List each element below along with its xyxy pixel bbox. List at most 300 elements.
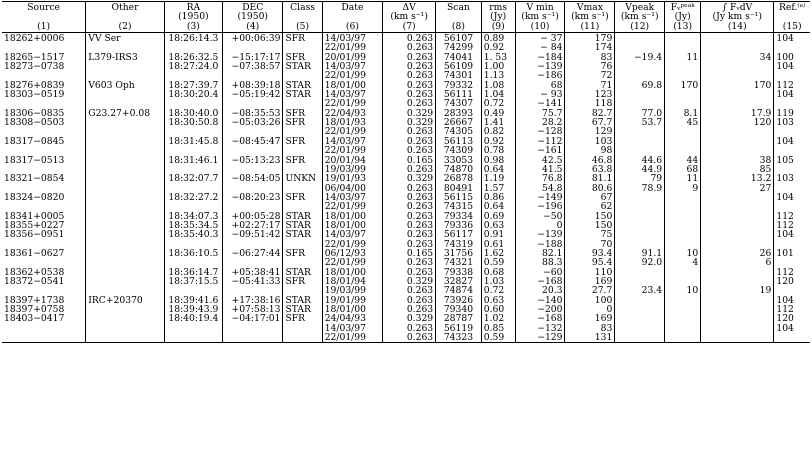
cell-col-1: 18397+1738 — [2, 296, 86, 305]
cell-col-11: 131 — [565, 333, 615, 343]
cell-col-7: 0.263 — [383, 333, 436, 343]
cell-col-15: 112 — [776, 304, 794, 315]
cell-col-6: 14/03/97 — [322, 137, 382, 146]
cell-col-13: 4 — [665, 258, 701, 267]
cell-col-14 — [701, 305, 774, 314]
cell-col-7: 0.263 — [383, 81, 436, 90]
cell-col-12: 44.6 — [615, 156, 665, 165]
cell-col-8: 74315 — [436, 202, 482, 211]
cell-col-9: 0.89 — [481, 33, 515, 44]
cell-col-5: SFR — [283, 193, 322, 202]
cell-col-14: 27 — [701, 184, 774, 193]
cell-col-14: 170 — [701, 81, 774, 90]
cell-col-2 — [86, 305, 164, 314]
header-h1-15: Ref.⁽ᵃ⁾ — [778, 2, 806, 13]
cell-col-7: 0.329 — [383, 277, 436, 286]
cell-col-3: 18:39:43.9 — [164, 305, 222, 314]
cell-col-4: −08:35:53 — [223, 109, 283, 118]
cell-col-15: 104 — [776, 191, 794, 203]
cell-col-10: −129 — [515, 333, 565, 343]
header-num-15: (15) — [782, 20, 802, 32]
cell-col-2 — [86, 184, 164, 193]
cell-col-7: 0.263 — [383, 146, 436, 155]
cell-col-14: 26 — [701, 249, 774, 258]
cell-col-10: − 84 — [515, 43, 565, 52]
cell-col-15: 120 — [776, 313, 794, 325]
cell-col-5: STAR — [283, 221, 322, 230]
table-row — [2, 33, 810, 44]
cell-col-10: −128 — [515, 127, 565, 136]
header-h1-4: DEC — [223, 2, 283, 13]
cell-col-2 — [86, 156, 164, 165]
cell-col-15: 103 — [776, 117, 794, 129]
cell-col-9: 1.13 — [481, 71, 515, 80]
cell-col-10: −188 — [515, 240, 565, 249]
cell-col-8: 32827 — [436, 277, 482, 286]
cell-col-15: 104 — [776, 61, 794, 73]
header-h2-12: (km s⁻¹) — [615, 12, 665, 21]
cell-col-11: 62 — [565, 202, 615, 211]
cell-col-7: 0.263 — [383, 286, 436, 295]
cell-col-3: 18:26:14.3 — [164, 33, 222, 44]
cell-col-13: 11 — [665, 174, 701, 183]
cell-col-14: 13.2 — [701, 174, 774, 183]
cell-col-9: 1.57 — [481, 184, 515, 193]
cell-col-13: 10 — [665, 286, 701, 295]
cell-col-9: 0.98 — [481, 156, 515, 165]
cell-col-13 — [665, 314, 701, 323]
cell-col-7: 0.263 — [383, 212, 436, 221]
cell-col-7: 0.263 — [383, 184, 436, 193]
cell-col-13: 8.1 — [665, 109, 701, 118]
cell-col-8: 56111 — [436, 90, 482, 99]
cell-col-13 — [665, 296, 701, 305]
cell-col-14 — [701, 268, 774, 277]
cell-col-14 — [701, 324, 774, 333]
cell-col-2 — [86, 249, 164, 258]
cell-col-12: 53.7 — [615, 118, 665, 127]
cell-col-2 — [86, 90, 164, 99]
cell-col-8: 28787 — [436, 314, 482, 323]
cell-col-11: 150 — [565, 221, 615, 230]
cell-col-10: 42.5 — [515, 156, 565, 165]
cell-col-14 — [701, 127, 774, 136]
cell-col-13 — [665, 62, 701, 71]
table-row — [2, 193, 810, 202]
cell-col-2 — [86, 62, 164, 71]
cell-col-12: −19.4 — [615, 53, 665, 62]
cell-col-5: SFR — [283, 118, 322, 127]
cell-col-7: 0.263 — [383, 99, 436, 108]
cell-col-9: 0.92 — [481, 137, 515, 146]
cell-col-8: 56119 — [436, 324, 482, 333]
cell-col-14 — [701, 221, 774, 230]
cell-col-2 — [86, 165, 164, 174]
cell-col-1: 18341+0005 — [2, 212, 86, 221]
cell-col-6: 19/03/99 — [322, 286, 382, 295]
cell-col-14: 19 — [701, 286, 774, 295]
cell-col-12: 91.1 — [615, 249, 665, 258]
cell-col-8: 56115 — [436, 193, 482, 202]
cell-col-9: 0.59 — [481, 258, 515, 267]
table-row — [2, 333, 810, 343]
cell-col-3: 18:34:07.3 — [164, 212, 222, 221]
cell-col-7: 0.263 — [383, 90, 436, 99]
cell-col-6: 22/01/99 — [322, 43, 382, 52]
cell-col-6: 19/01/99 — [322, 296, 382, 305]
cell-col-3: 18:26:32.5 — [164, 53, 222, 62]
cell-col-10: 28.2 — [515, 118, 565, 127]
cell-col-7: 0.329 — [383, 118, 436, 127]
header-h1-1: Source — [2, 2, 86, 13]
cell-col-8: 31756 — [436, 249, 482, 258]
header-num-9: (9) — [481, 22, 515, 33]
cell-col-9: 0.63 — [481, 296, 515, 305]
cell-col-1: 18306−0835 — [2, 109, 86, 118]
cell-col-12 — [615, 221, 665, 230]
cell-col-1: 18317−0845 — [2, 137, 86, 146]
cell-col-13 — [665, 324, 701, 333]
cell-col-2: L379-IRS3 — [86, 53, 164, 62]
cell-col-15: 103 — [776, 173, 794, 185]
cell-col-13 — [665, 33, 701, 44]
cell-col-11: 27.7 — [565, 286, 615, 295]
cell-col-1: 18355+0227 — [2, 221, 86, 230]
cell-col-12 — [615, 137, 665, 146]
header-h2-14: (Jy km s⁻¹) — [701, 12, 774, 21]
cell-col-6: 22/01/99 — [322, 71, 382, 80]
cell-col-10: 75.7 — [515, 109, 565, 118]
cell-col-11: 75 — [565, 230, 615, 239]
cell-col-7: 0.263 — [383, 127, 436, 136]
cell-col-2 — [86, 221, 164, 230]
cell-col-4: −08:20:23 — [223, 193, 283, 202]
header-num-6: (6) — [322, 22, 382, 33]
cell-col-9: 0.69 — [481, 212, 515, 221]
cell-col-2: IRC+20370 — [86, 296, 164, 305]
cell-col-9: 0.92 — [481, 43, 515, 52]
cell-col-2 — [86, 268, 164, 277]
cell-col-4: +02:27:17 — [223, 221, 283, 230]
cell-col-15: 100 — [776, 51, 794, 63]
cell-col-14 — [701, 90, 774, 99]
cell-col-2 — [86, 333, 164, 343]
cell-col-3 — [164, 324, 222, 333]
cell-col-9: 0.60 — [481, 305, 515, 314]
cell-col-10: 88.3 — [515, 258, 565, 267]
cell-col-2: G23.27+0.08 — [86, 109, 164, 118]
cell-col-7: 0.263 — [383, 137, 436, 146]
table-row — [2, 268, 810, 277]
cell-col-14: 17.9 — [701, 109, 774, 118]
table-row — [2, 53, 810, 62]
cell-col-11: 67.7 — [565, 118, 615, 127]
cell-col-10: −196 — [515, 202, 565, 211]
cell-col-7: 0.329 — [383, 109, 436, 118]
cell-col-7: 0.263 — [383, 165, 436, 174]
cell-col-15: 104 — [776, 135, 794, 147]
table-row — [2, 174, 810, 183]
cell-col-9: 0.59 — [481, 333, 515, 343]
header-h1-2: Other — [86, 2, 164, 13]
cell-col-9: 1.02 — [481, 314, 515, 323]
cell-col-9: 1. 53 — [481, 53, 515, 62]
cell-col-11: 82.7 — [565, 109, 615, 118]
cell-col-8: 73926 — [436, 296, 482, 305]
cell-col-4: −06:27:44 — [223, 249, 283, 258]
cell-col-8: 56117 — [436, 230, 482, 239]
cell-col-15: 104 — [776, 322, 794, 334]
cell-col-10: −50 — [515, 212, 565, 221]
cell-col-14: 34 — [701, 53, 774, 62]
cell-col-12: 92.0 — [615, 258, 665, 267]
cell-col-12 — [615, 193, 665, 202]
cell-col-14 — [701, 202, 774, 211]
cell-col-7: 0.263 — [383, 305, 436, 314]
cell-col-6: 06/04/00 — [322, 184, 382, 193]
cell-col-11: 98 — [565, 146, 615, 155]
cell-col-14 — [701, 296, 774, 305]
cell-col-8: 74041 — [436, 53, 482, 62]
cell-col-13: 10 — [665, 249, 701, 258]
cell-col-12: 23.4 — [615, 286, 665, 295]
cell-col-12 — [615, 305, 665, 314]
header-num-11: (11) — [565, 22, 615, 33]
cell-col-12: 78.9 — [615, 184, 665, 193]
cell-col-11: 81.1 — [565, 174, 615, 183]
cell-col-13 — [665, 221, 701, 230]
cell-col-8: 74874 — [436, 286, 482, 295]
cell-col-6: 22/01/99 — [322, 333, 382, 343]
cell-col-8: 79338 — [436, 268, 482, 277]
cell-col-4: −09:51:42 — [223, 230, 283, 239]
cell-col-14 — [701, 62, 774, 71]
table-row — [2, 296, 810, 305]
cell-col-15: 104 — [776, 229, 794, 241]
cell-col-10: −168 — [515, 314, 565, 323]
cell-col-5 — [283, 333, 322, 343]
cell-col-2 — [86, 193, 164, 202]
header-h1-3: RA — [164, 2, 222, 13]
cell-col-4: −08:45:47 — [223, 137, 283, 146]
cell-col-10: −139 — [515, 230, 565, 239]
cell-col-1 — [2, 333, 86, 343]
cell-col-9: 0.68 — [481, 268, 515, 277]
cell-col-8: 33053 — [436, 156, 482, 165]
cell-col-11: 93.4 — [565, 249, 615, 258]
cell-col-8: 74307 — [436, 99, 482, 108]
cell-col-11: 67 — [565, 193, 615, 202]
cell-col-8: 74870 — [436, 165, 482, 174]
cell-col-3: 18:32:27.2 — [164, 193, 222, 202]
cell-col-2: VV Ser — [86, 33, 164, 44]
cell-col-14 — [701, 212, 774, 221]
cell-col-6: 18/01/00 — [322, 268, 382, 277]
cell-col-3: 18:35:34.5 — [164, 221, 222, 230]
cell-col-1: 18403−0417 — [2, 314, 86, 323]
cell-col-4: −07:38:57 — [223, 62, 283, 71]
cell-col-15: 105 — [776, 154, 794, 166]
cell-col-1: 18321−0854 — [2, 174, 86, 183]
cell-col-8: 79334 — [436, 212, 482, 221]
cell-col-13 — [665, 127, 701, 136]
cell-col-4: −04:17:01 — [223, 314, 283, 323]
cell-col-11: 129 — [565, 127, 615, 136]
cell-col-4: −05:41:33 — [223, 277, 283, 286]
cell-col-5: SFR — [283, 109, 322, 118]
table-row — [2, 90, 810, 99]
cell-col-2 — [86, 127, 164, 136]
cell-col-11: 72 — [565, 71, 615, 80]
cell-col-5: SFR — [283, 53, 322, 62]
header-num-10: (10) — [515, 22, 565, 33]
cell-col-8: 26667 — [436, 118, 482, 127]
cell-col-12: 44.9 — [615, 165, 665, 174]
cell-col-8: 56107 — [436, 33, 482, 44]
cell-col-2 — [86, 240, 164, 249]
cell-col-14: 85 — [701, 165, 774, 174]
cell-col-2 — [86, 314, 164, 323]
table-row — [2, 324, 810, 333]
header-num-12: (12) — [615, 22, 665, 33]
cell-col-9: 0.78 — [481, 146, 515, 155]
cell-col-6: 22/01/99 — [322, 99, 382, 108]
cell-col-14 — [701, 33, 774, 44]
cell-col-7: 0.263 — [383, 324, 436, 333]
header-h2-7: (km s⁻¹) — [383, 12, 436, 21]
cell-col-6: 06/12/93 — [322, 249, 382, 258]
cell-col-7: 0.263 — [383, 230, 436, 239]
cell-col-7: 0.263 — [383, 53, 436, 62]
cell-col-13: 45 — [665, 118, 701, 127]
cell-col-11: 103 — [565, 137, 615, 146]
table-row — [2, 202, 810, 211]
cell-col-11: 76 — [565, 62, 615, 71]
cell-col-11: 169 — [565, 277, 615, 286]
cell-col-9: 1.62 — [481, 249, 515, 258]
cell-col-5: UNKN — [283, 174, 322, 183]
cell-col-7: 0.263 — [383, 71, 436, 80]
cell-col-9: 0.86 — [481, 193, 515, 202]
cell-col-1: 18356−0951 — [2, 230, 86, 239]
cell-col-5: STAR — [283, 268, 322, 277]
cell-col-14: 6 — [701, 258, 774, 267]
cell-col-10: 41.5 — [515, 165, 565, 174]
cell-col-3: 18:39:41.6 — [164, 296, 222, 305]
cell-col-5: SFR — [283, 277, 322, 286]
cell-col-2 — [86, 174, 164, 183]
cell-col-8: 74305 — [436, 127, 482, 136]
cell-col-12: 77.0 — [615, 109, 665, 118]
cell-col-2 — [86, 137, 164, 146]
header-h2-13: (Jy) — [665, 12, 701, 21]
cell-col-12 — [615, 127, 665, 136]
cell-col-6: 22/04/93 — [322, 109, 382, 118]
cell-col-6: 18/01/00 — [322, 81, 382, 90]
cell-col-11: 83 — [565, 324, 615, 333]
cell-col-11: 46.8 — [565, 156, 615, 165]
cell-col-5: STAR — [283, 230, 322, 239]
cell-col-10: 20.3 — [515, 286, 565, 295]
cell-col-15: 104 — [776, 294, 794, 306]
header-h2-9: (Jy) — [481, 12, 515, 21]
table-row — [2, 258, 810, 267]
cell-col-2 — [86, 212, 164, 221]
cell-col-13: 170 — [665, 81, 701, 90]
cell-col-8: 56109 — [436, 62, 482, 71]
cell-col-8: 79332 — [436, 81, 482, 90]
cell-col-2 — [86, 118, 164, 127]
cell-col-10: −139 — [515, 62, 565, 71]
header-num-8: (8) — [436, 22, 482, 33]
cell-col-4: −05:19:42 — [223, 90, 283, 99]
cell-col-9: 0.72 — [481, 286, 515, 295]
cell-col-12 — [615, 33, 665, 44]
cell-col-2: V603 Oph — [86, 81, 164, 90]
cell-col-6: 14/03/97 — [322, 230, 382, 239]
cell-col-6: 24/04/93 — [322, 314, 382, 323]
cell-col-1: 18262+0006 — [2, 33, 86, 44]
cell-col-12 — [615, 230, 665, 239]
cell-col-15: 104 — [776, 89, 794, 101]
cell-col-1: 18265−1517 — [2, 53, 86, 62]
cell-col-9: 0.61 — [481, 240, 515, 249]
cell-col-6: 14/03/97 — [322, 33, 382, 44]
table-row — [2, 127, 810, 136]
cell-col-11: 95.4 — [565, 258, 615, 267]
header-num-4: (4) — [223, 22, 283, 33]
cell-col-2 — [86, 277, 164, 286]
cell-col-12 — [615, 333, 665, 343]
cell-col-8: 28393 — [436, 109, 482, 118]
cell-col-8: 74323 — [436, 333, 482, 343]
cell-col-6: 20/01/94 — [322, 156, 382, 165]
cell-col-1: 18303−0519 — [2, 90, 86, 99]
cell-col-7: 0.263 — [383, 268, 436, 277]
cell-col-10: −141 — [515, 99, 565, 108]
cell-col-7: 0.165 — [383, 156, 436, 165]
cell-col-5: STAR — [283, 62, 322, 71]
cell-col-13 — [665, 268, 701, 277]
cell-col-1: 18397+0758 — [2, 305, 86, 314]
cell-col-3: 18:27:24.0 — [164, 62, 222, 71]
cell-col-6: 18/01/93 — [322, 118, 382, 127]
cell-col-9: 1.03 — [481, 277, 515, 286]
cell-col-6: 18/01/00 — [322, 305, 382, 314]
cell-col-13: 68 — [665, 165, 701, 174]
cell-col-2 — [86, 146, 164, 155]
cell-col-13 — [665, 230, 701, 239]
cell-col-6: 14/03/97 — [322, 324, 382, 333]
cell-col-15: 119 — [776, 107, 794, 119]
table-row — [2, 230, 810, 239]
header-num-7: (7) — [383, 22, 436, 33]
header-num-2: (2) — [86, 22, 164, 33]
cell-col-11: 174 — [565, 43, 615, 52]
cell-col-5: STAR — [283, 212, 322, 221]
header-h1-7: ΔV — [383, 2, 436, 13]
cell-col-10: −186 — [515, 71, 565, 80]
cell-col-4: +00:06:39 — [223, 33, 283, 44]
header-h1-5: Class — [283, 2, 322, 13]
cell-col-10: −200 — [515, 305, 565, 314]
cell-col-13 — [665, 137, 701, 146]
cell-col-8: 74321 — [436, 258, 482, 267]
cell-col-7: 0.263 — [383, 62, 436, 71]
cell-col-3: 18:36:10.5 — [164, 249, 222, 258]
cell-col-8: 74309 — [436, 146, 482, 155]
cell-col-7: 0.165 — [383, 249, 436, 258]
